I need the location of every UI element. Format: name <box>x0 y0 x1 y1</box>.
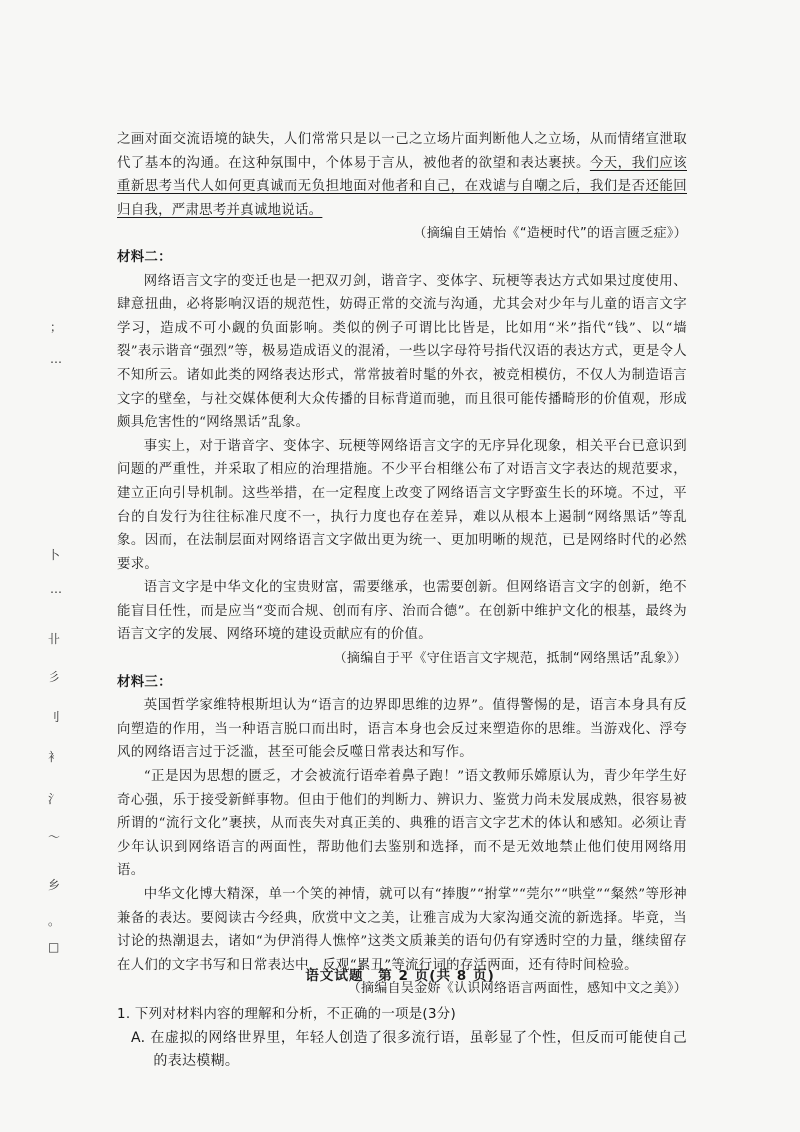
page-body <box>117 128 687 1074</box>
material-three-heading: 材料三： <box>117 674 172 690</box>
margin-mark: 乡 <box>48 878 61 892</box>
margin-mark: ； <box>50 320 63 334</box>
material-two-paragraph: 事实上，对于谐音字、变体字、玩梗等网络语言文字的无序异化现象，相关平台已意识到问题的严重性，并采取了相应的治理措施。不少平台相继公布了对语言文字表达的规范要求，建立正向引导机制。这些举措，在一定程度上改变了网络语言文字野蛮生长的环境。不过，平台的自发行为往往标准尺度不一，执行力度也存在差异，难以从根本上遏制“网络黑话”等乱象。因而，在法制层面对网络语言文字做出更为统一、更加明晰的规范，已是网络时代的必然要求。 <box>117 438 687 572</box>
margin-mark: 刂 <box>48 710 61 724</box>
intro-paragraph <box>117 128 687 222</box>
underlined-passage: 今天，我们应该重新思考当代人如何更真诚而无负担地面对他者和自己，在戏谑与自嘲之后，我们是否还能回归自我，严肃思考并真诚地说话。 <box>117 155 687 218</box>
margin-mark: … <box>50 352 62 366</box>
margin-mark: □ <box>48 940 60 954</box>
margin-mark: 彡 <box>48 670 61 684</box>
material-two-paragraph: 语言文字是中华文化的宝贵财富，需要继承，也需要创新。但网络语言文字的创新，绝不能盲目任性，而是应当“变而合规、创而有序、治而合德”。在创新中维护文化的根基，最终为语言文字的发展、网络环境的建设贡献应有的价值。 <box>117 580 687 643</box>
page-footer: 语文试题 第 2 页(共 8 页) <box>305 968 495 984</box>
margin-mark: … <box>50 582 62 596</box>
material-two-paragraph: 网络语言文字的变迁也是一把双刃剑，谐音字、变体字、玩梗等表达方式如果过度使用、肆意扭曲，必将影响汉语的规范性，妨碍正常的交流与沟通，尤其会对少年与儿童的语言文字学习，造成不可小觑的负面影响。类似的例子可谓比比皆是，比如用“米”指代“钱”、以“墙裂”表示谐音“强烈”等，极易造成语义的混淆，一些以字母符号指代汉语的表达方式，更是令人不知所云。诸如此类的网络表达形式，常常披着时髦的外衣，被竞相模仿，不仅人为制造语言文字的壁垒，与社交媒体便利大众传播的目标背道而驰，而且很可能传播畸形的价值观，形成颇具危害性的“网络黑话”乱象。 <box>117 273 687 431</box>
margin-mark: 卝 <box>48 632 61 646</box>
material-three-paragraph: 中华文化博大精深，单一个笑的神情，就可以有“捧腹”“拊掌”“莞尔”“哄堂”“粲然”等形神兼备的表达。要阅读古今经典，欣赏中文之美，让雅言成为大家沟通交流的新选择。毕竟，当讨论的热潮退去，诸如“为伊消得人憔悴”这类文质兼美的语句仍有穿透时空的力量，继续留存在人们的文字书写和日常表达中，反观“累丑”等流行词的存活两面，还有待时间检验。 <box>117 887 687 973</box>
source-citation-3: （摘编自吴金娇《认识网络语言两面性，感知中文之美》） <box>347 981 687 997</box>
margin-mark: ～ <box>48 830 61 844</box>
material-three-paragraph: 英国哲学家维特根斯坦认为“语言的边界即思维的边界”。值得警惕的是，语言本身具有反向塑造的作用，当一种语言脱口而出时，语言本身也会反过来塑造你的思维。当游戏化、浮夸风的网络语言过于泛滥，甚至可能会反噬日常表达和写作。 <box>117 698 687 761</box>
source-citation-1: （摘编自王婧怡《“造梗时代”的语言匮乏症》） <box>413 226 687 242</box>
option-a[interactable]: A. 在虚拟的网络世界里，年轻人创造了很多流行语，虽彰显了个性，但反而可能使自己的表达模糊。 <box>131 1029 687 1070</box>
margin-mark: 。 <box>48 914 61 928</box>
margin-mark: 氵 <box>48 792 61 806</box>
source-citation-2: （摘编自于平《守住语言文字规范，抵制“网络黑话”乱象》） <box>333 651 687 667</box>
margin-mark: 衤 <box>48 750 61 764</box>
margin-mark: 卜 <box>48 548 61 562</box>
material-three-paragraph: “正是因为思想的匮乏，才会被流行语牵着鼻子跑！”语文教师乐嫦原认为，青少年学生好奇心强，乐于接受新鲜事物。但由于他们的判断力、辨识力、鉴赏力尚未发展成熟，很容易被所谓的“流行文化”裹挟，从而丧失对真正美的、典雅的语言文字艺术的体认和感知。必须让青少年认识到网络语言的两面性，帮助他们去鉴别和选择，而不是无效地禁止他们使用网络用语。 <box>117 769 687 879</box>
material-two-heading: 材料二： <box>117 249 172 265</box>
intro-text: 之画对面交流语境的缺失，人们常常只是以一己之立场片面判断他人之立场，从而情绪宣泄取代了基本的沟通。在这种氛围中，个体易于言从，被他者的欲望和表达裹挟。 <box>117 132 687 171</box>
question-stem: 1. 下列对材料内容的理解和分析，不正确的一项是(3分) <box>117 1006 456 1022</box>
